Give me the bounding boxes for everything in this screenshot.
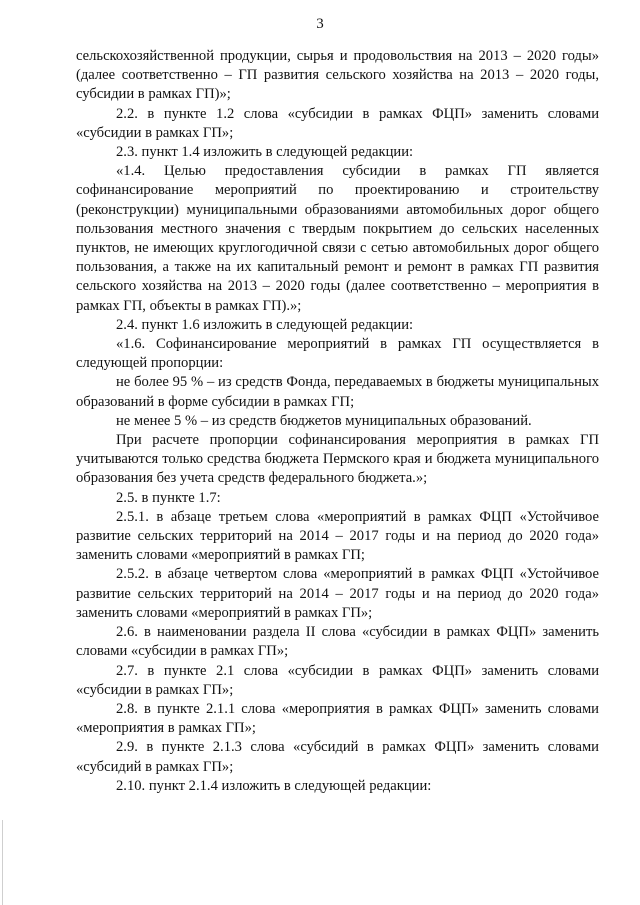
page-number: 3 [316,16,324,32]
paragraph-2-10: 2.10. пункт 2.1.4 изложить в следующей редакции: [116,777,432,794]
document-body [76,47,599,796]
paragraph-2-2: 2.2. в пункте 1.2 слова «субсидии в рамках ФЦП» заменить словами «субсидии в рамках ГП»; [76,105,599,141]
paragraph-quote-1-6: «1.6. Софинансирование мероприятий в рамках ГП осуществляется в следующей пропорции: [76,336,599,372]
paragraph-2-5-1: 2.5.1. в абзаце третьем слова «мероприятий в рамках ФЦП «Устойчивое развитие сельских территорий на 2014 – 2017 годы и на период до 2020 года» заменить словами «мероприятий в рамках ГП; [76,508,599,564]
paragraph-2-8: 2.8. в пункте 2.1.1 слова «мероприятия в рамках ФЦП» заменить словами «мероприятия в рамках ГП»; [76,700,599,737]
paragraph-2-7: 2.7. в пункте 2.1 слова «субсидии в рамках ФЦП» заменить словами «субсидии в рамках ГП»; [76,662,599,698]
paragraph-continuation: сельскохозяйственной продукции, сырья и продовольствия на 2013 – 2020 годы» (далее соответственно – ГП развития сельского хозяйства на 2013 – 2020 годы, субсидии в рамках ГП)»; [76,48,599,103]
scan-edge-line [2,820,3,905]
paragraph-share-95: не более 95 % – из средств Фонда, передаваемых в бюджеты муниципальных образований в форме субсидии в рамках ГП; [76,374,599,410]
paragraph-proportion-calc: При расчете пропорции софинансирования мероприятия в рамках ГП учитываются только средства бюджета Пермского края и бюджета муниципального образования без учета средств федерального бюджета.»; [76,432,599,487]
paragraph-quote-1-4: «1.4. Целью предоставления субсидии в рамках ГП является софинансирование мероприятий по проектированию и строительству (реконструкции) муниципальными образованиями автомобильных дорог общего пользования местного значения с твердым покрытием до сельских населенных пунктов, не имеющих круглогодичной связи с сетью автомобильных дорог общего пользования, а также на их капитальный ремонт и ремонт в рамках ГП развития сельского хозяйства на 2013 – 2020 годы (далее соответственно – мероприятия в рамках ГП, объекты в рамках ГП).»; [76,163,599,314]
paragraph-share-5: не менее 5 % – из средств бюджетов муниципальных образований. [116,412,532,429]
paragraph-2-4: 2.4. пункт 1.6 изложить в следующей редакции: [116,316,414,333]
paragraph-2-3: 2.3. пункт 1.4 изложить в следующей редакции: [116,144,414,161]
paragraph-2-5: 2.5. в пункте 1.7: [116,489,221,506]
paragraph-2-5-2: 2.5.2. в абзаце четвертом слова «мероприятий в рамках ФЦП «Устойчивое развитие сельских территорий на 2014 – 2017 годы и на период до 2020 года» заменить словами «мероприятий в рамках ГП»; [76,566,599,621]
paragraph-2-6: 2.6. в наименовании раздела II слова «субсидии в рамках ФЦП» заменить словами «субсидии в рамках ГП»; [76,624,599,660]
paragraph-2-9: 2.9. в пункте 2.1.3 слова «субсидий в рамках ФЦП» заменить словами «субсидий в рамках ГП»; [76,739,599,775]
